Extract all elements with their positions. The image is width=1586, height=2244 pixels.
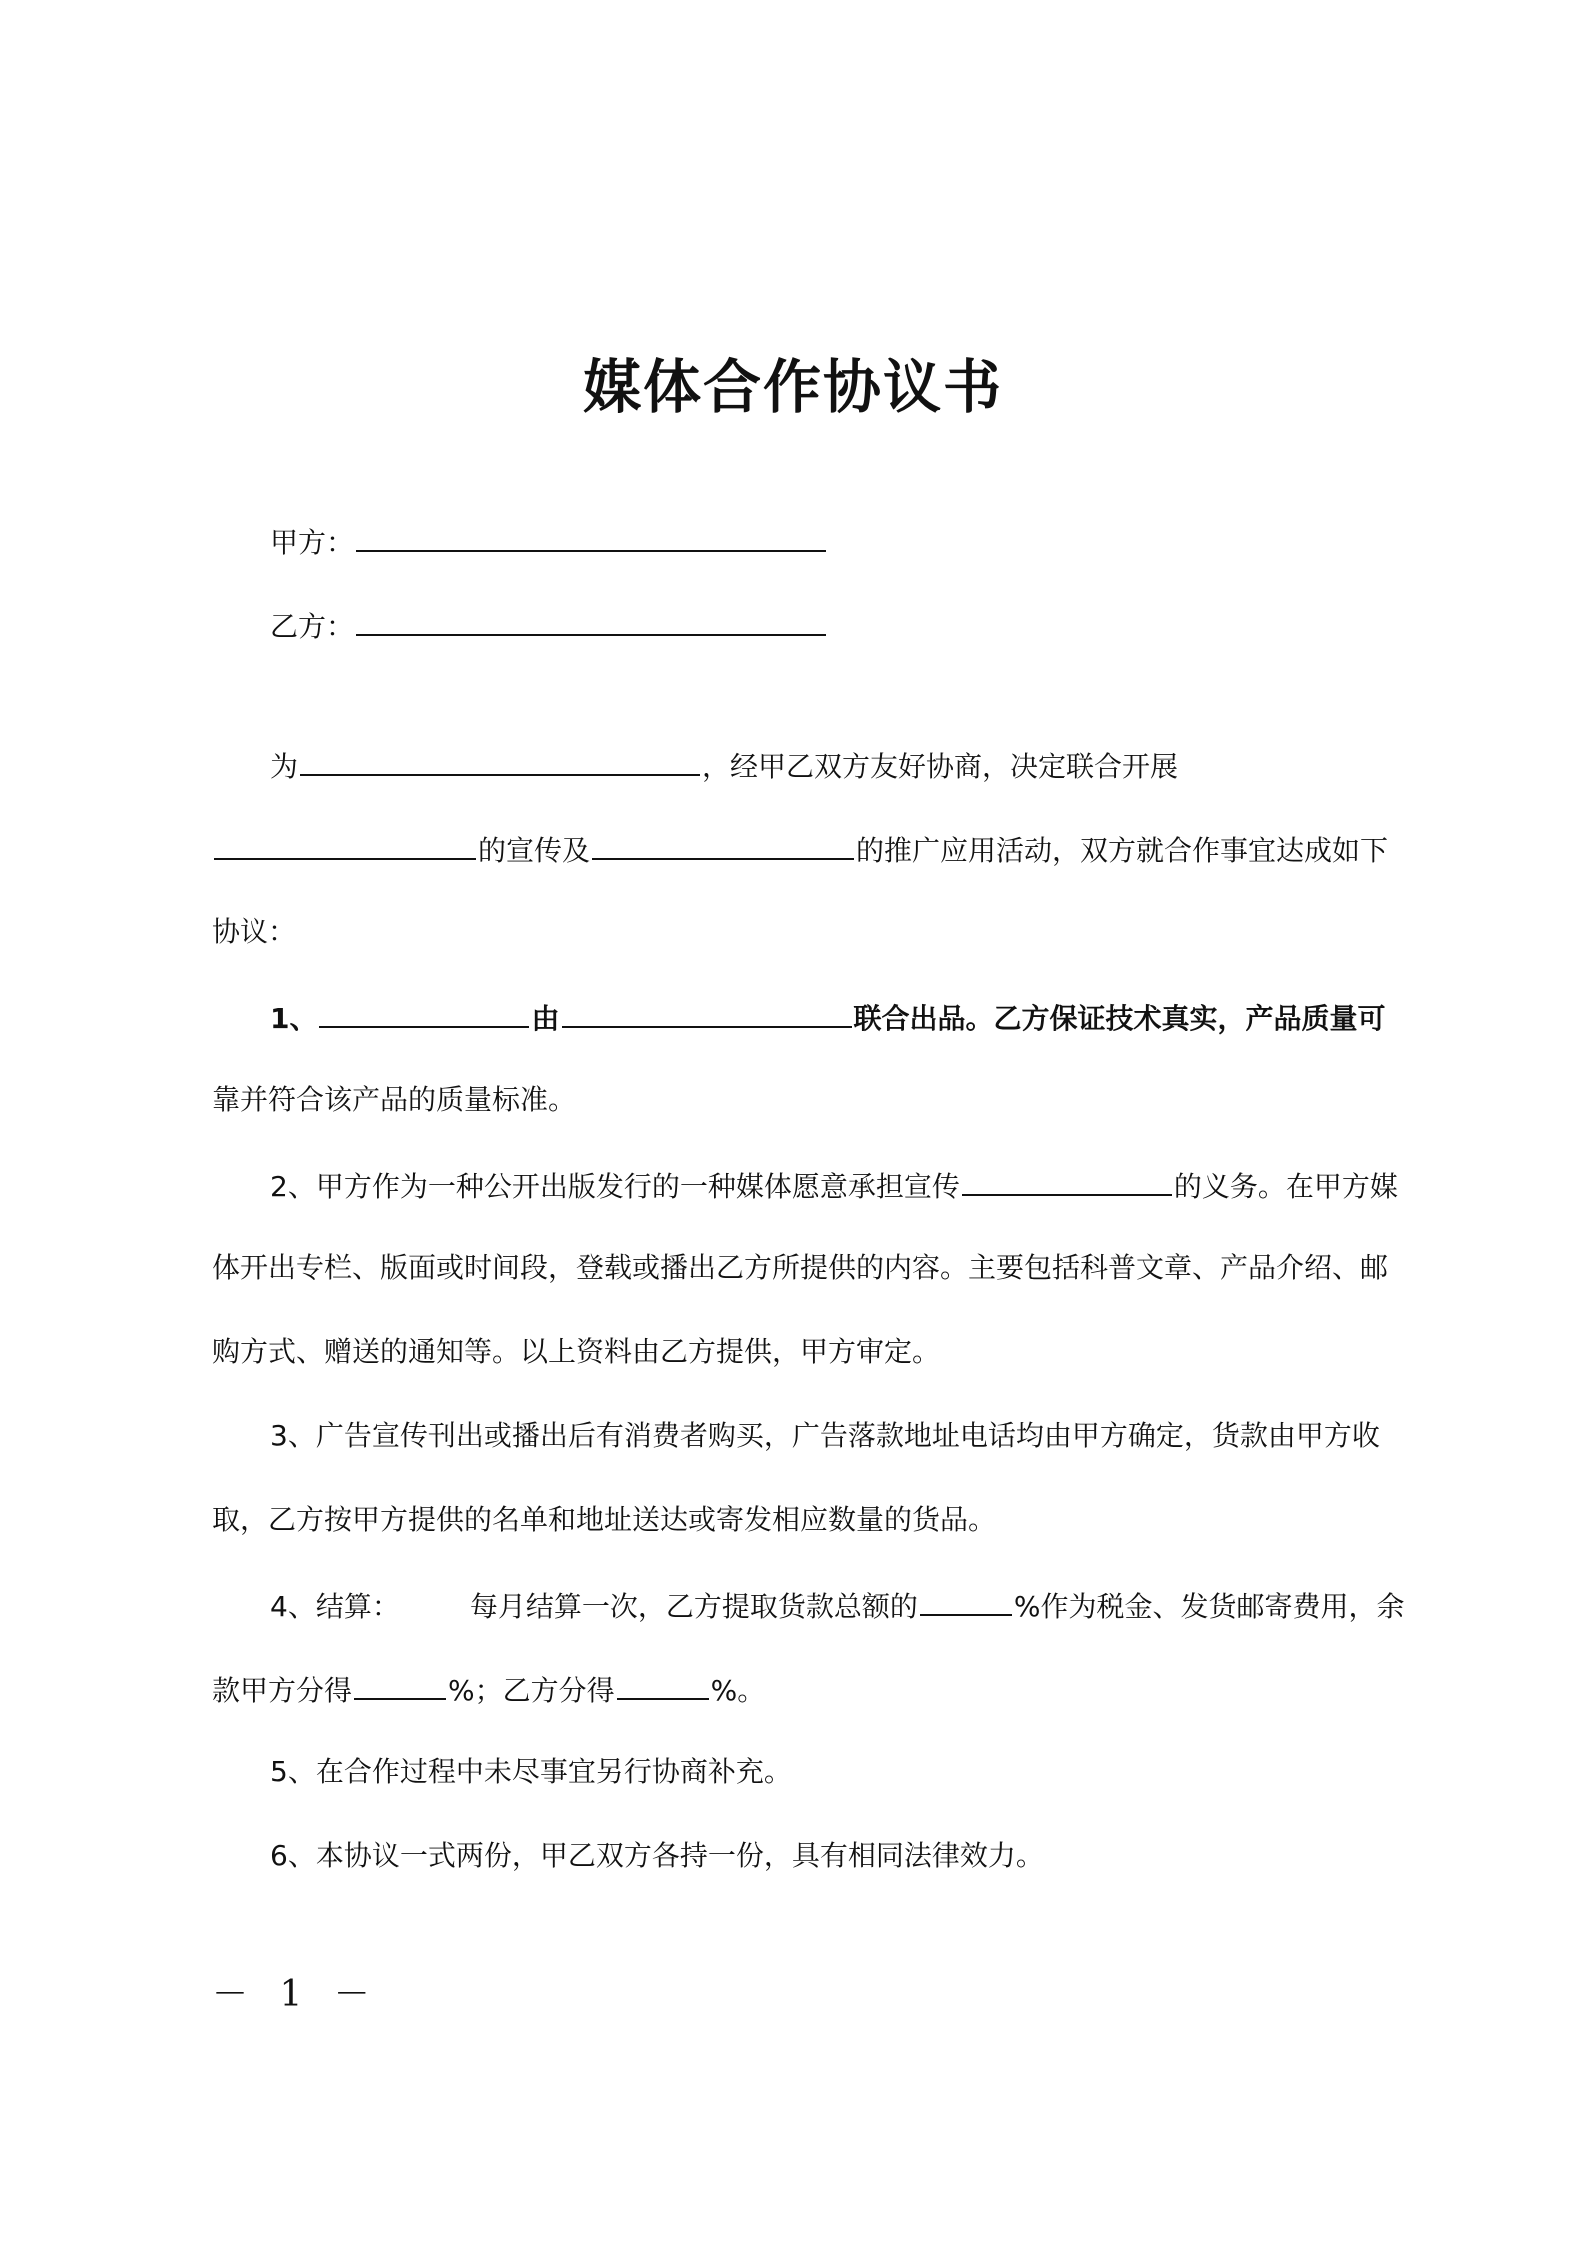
party-b-share-blank[interactable] (617, 1668, 709, 1700)
clause-6: 6、本协议一式两份，甲乙双方各持一份，具有相同法律效力。 (270, 1839, 1044, 1872)
clause-2-line-2: 体开出专栏、版面或时间段，登载或播出乙方所提供的内容。主要包括科普文章、产品介绍、邮 (212, 1251, 1389, 1284)
clause-3-line-1: 3、广告宣传刊出或播出后有消费者购买，广告落款地址电话均由甲方确定，货款由甲方收 (270, 1419, 1380, 1452)
purpose-blank[interactable] (300, 744, 700, 776)
clause-4-line-1 (270, 1584, 1405, 1627)
clause-2-text: 2、甲方作为一种公开出版发行的一种媒体愿意承担宣传 (270, 1170, 960, 1203)
party-a-label: 甲方： (270, 526, 355, 559)
party-b-label: 乙方： (270, 610, 355, 643)
party-a-share-blank[interactable] (354, 1668, 446, 1700)
document-title: 媒体合作协议书 (582, 353, 1003, 421)
intro-text: 为 (270, 750, 299, 783)
party-b-line (270, 604, 1390, 647)
clause-4-line-2 (212, 1668, 1392, 1711)
clause-3-line-2: 取，乙方按甲方提供的名单和地址送达或寄发相应数量的货品。 (212, 1503, 997, 1536)
clause-4-label: 4、结算： (270, 1590, 400, 1623)
clause-1-line-2: 靠并符合该产品的质量标准。 (212, 1083, 577, 1116)
clause-4-text: %；乙方分得 (448, 1674, 615, 1707)
intro-text: 的宣传及 (478, 834, 591, 867)
page-number: － 1 － (212, 1974, 380, 2015)
clause-4-text: 款甲方分得 (212, 1674, 353, 1707)
product-blank[interactable] (319, 996, 529, 1028)
clause-5: 5、在合作过程中未尽事宜另行协商补充。 (270, 1755, 792, 1788)
intro-line-2 (212, 828, 1392, 871)
intro-line-3: 协议： (212, 915, 297, 948)
party-a-line (270, 520, 1390, 563)
clause-1-text: 联合出品。乙方保证技术真实，产品质量可 (853, 1002, 1386, 1035)
intro-text: ，经甲乙双方友好协商，决定联合开展 (702, 750, 1179, 783)
tax-percent-blank[interactable] (920, 1584, 1012, 1616)
clause-4-text: %作为税金、发货邮寄费用，余 (1013, 1590, 1405, 1623)
clause-2-line-3: 购方式、赠送的通知等。以上资料由乙方提供，甲方审定。 (212, 1335, 941, 1368)
clause-1-line-1 (270, 996, 1390, 1039)
clause-1-number: 1、 (270, 1002, 318, 1035)
intro-line-1 (270, 744, 1390, 787)
clause-1-text: 由 (531, 1002, 560, 1035)
clause-2-text: 的义务。在甲方媒 (1173, 1170, 1398, 1203)
clause-4-text: %。 (710, 1674, 766, 1707)
intro-text: 的推广应用活动，双方就合作事宜达成如下 (856, 834, 1389, 867)
producer-blank[interactable] (562, 996, 852, 1028)
clause-4-text: 每月结算一次，乙方提取货款总额的 (469, 1590, 918, 1623)
promotion-blank[interactable] (214, 828, 476, 860)
application-blank[interactable] (592, 828, 854, 860)
party-a-blank[interactable] (356, 520, 826, 552)
party-b-blank[interactable] (356, 604, 826, 636)
promotion-item-blank[interactable] (962, 1164, 1172, 1196)
clause-2-line-1 (270, 1164, 1398, 1207)
